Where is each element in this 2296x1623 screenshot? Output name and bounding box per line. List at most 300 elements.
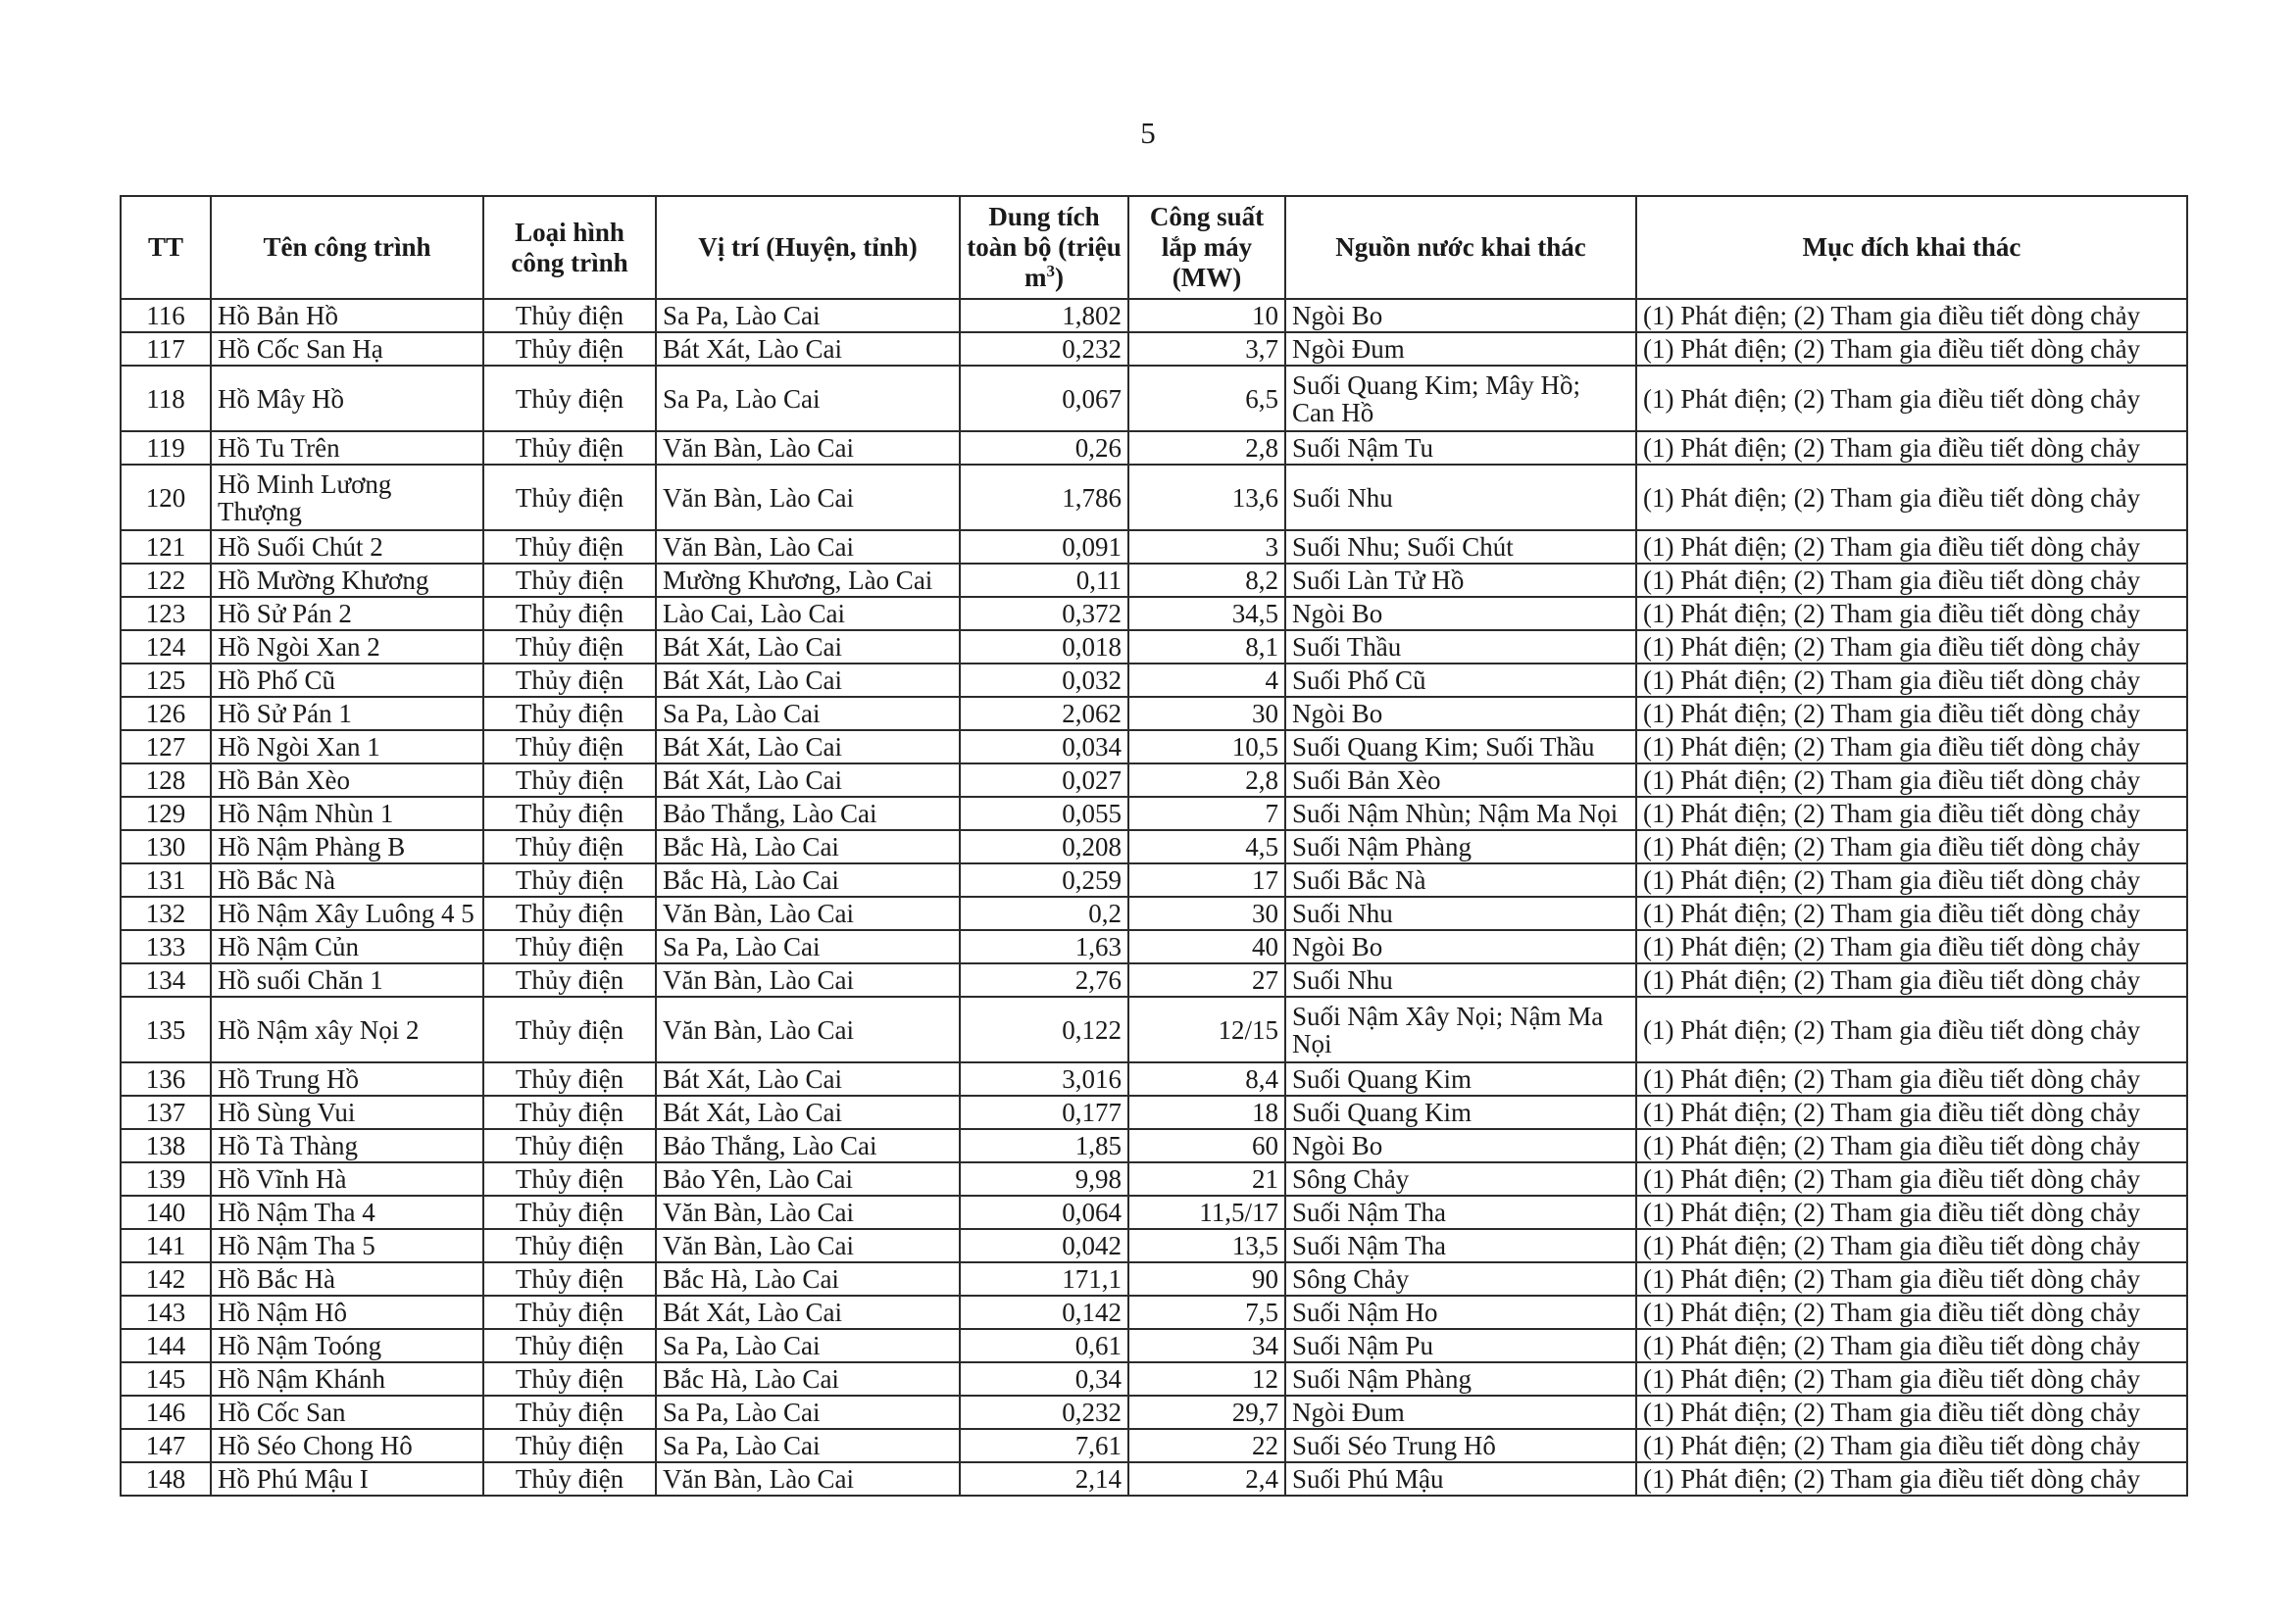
cell-type: Thủy điện [483,1296,656,1329]
cell-name: Hồ Trung Hồ [211,1062,483,1096]
cell-tt: 129 [121,797,211,830]
cell-tt: 134 [121,963,211,997]
cell-type: Thủy điện [483,763,656,797]
cell-capacity: 1,63 [960,930,1128,963]
cell-power: 17 [1128,863,1285,897]
table-row [121,1162,2187,1196]
cell-purpose: (1) Phát điện; (2) Tham gia điều tiết dòng chảy [1636,1129,2187,1162]
cell-purpose: (1) Phát điện; (2) Tham gia điều tiết dòng chảy [1636,863,2187,897]
cell-name: Hồ suối Chăn 1 [211,963,483,997]
cell-capacity: 0,34 [960,1362,1128,1396]
table-row [121,897,2187,930]
cell-purpose: (1) Phát điện; (2) Tham gia điều tiết dòng chảy [1636,1096,2187,1129]
cell-name: Hồ Nậm Tha 4 [211,1196,483,1229]
cell-power: 30 [1128,897,1285,930]
table-row [121,797,2187,830]
cell-type: Thủy điện [483,1429,656,1462]
cell-type: Thủy điện [483,1062,656,1096]
cell-power: 2,8 [1128,431,1285,465]
cell-name: Hồ Nậm Tha 5 [211,1229,483,1262]
cell-capacity: 2,062 [960,697,1128,730]
cell-location: Bát Xát, Lào Cai [656,1296,960,1329]
header-name: Tên công trình [211,196,483,299]
cell-capacity: 9,98 [960,1162,1128,1196]
cell-location: Sa Pa, Lào Cai [656,930,960,963]
cell-capacity: 0,372 [960,597,1128,630]
cell-location: Bắc Hà, Lào Cai [656,1262,960,1296]
cell-type: Thủy điện [483,299,656,332]
cell-tt: 125 [121,664,211,697]
table-row [121,1062,2187,1096]
cell-location: Lào Cai, Lào Cai [656,597,960,630]
cell-capacity: 0,042 [960,1229,1128,1262]
cell-location: Sa Pa, Lào Cai [656,1396,960,1429]
table-row [121,1296,2187,1329]
header-location: Vị trí (Huyện, tỉnh) [656,196,960,299]
cell-source: Ngòi Đum [1285,332,1636,366]
cell-power: 8,4 [1128,1062,1285,1096]
table-row [121,1329,2187,1362]
cell-tt: 122 [121,564,211,597]
cell-capacity: 0,61 [960,1329,1128,1362]
cell-tt: 132 [121,897,211,930]
cell-name: Hồ Tu Trên [211,431,483,465]
table-row [121,332,2187,366]
table-row [121,697,2187,730]
cell-source: Suối Bản Xèo [1285,763,1636,797]
cell-type: Thủy điện [483,963,656,997]
cell-location: Bảo Thắng, Lào Cai [656,1129,960,1162]
cell-purpose: (1) Phát điện; (2) Tham gia điều tiết dòng chảy [1636,797,2187,830]
cell-source: Suối Nậm Pu [1285,1329,1636,1362]
cell-tt: 133 [121,930,211,963]
cell-power: 7 [1128,797,1285,830]
table-body [121,299,2187,1496]
table-row [121,431,2187,465]
cell-type: Thủy điện [483,630,656,664]
cell-location: Sa Pa, Lào Cai [656,697,960,730]
cell-power: 8,2 [1128,564,1285,597]
cell-source: Ngòi Bo [1285,1129,1636,1162]
cell-name: Hồ Suối Chút 2 [211,530,483,564]
table-row [121,830,2187,863]
cell-power: 12 [1128,1362,1285,1396]
cell-power: 22 [1128,1429,1285,1462]
cell-power: 13,5 [1128,1229,1285,1262]
cell-location: Sa Pa, Lào Cai [656,299,960,332]
cell-source: Sông Chảy [1285,1162,1636,1196]
cell-capacity: 2,76 [960,963,1128,997]
cell-type: Thủy điện [483,530,656,564]
cell-capacity: 0,064 [960,1196,1128,1229]
cell-source: Suối Nậm Ho [1285,1296,1636,1329]
cell-tt: 128 [121,763,211,797]
cell-purpose: (1) Phát điện; (2) Tham gia điều tiết dòng chảy [1636,597,2187,630]
table-row [121,730,2187,763]
cell-source: Ngòi Bo [1285,299,1636,332]
cell-source: Ngòi Bo [1285,597,1636,630]
cell-purpose: (1) Phát điện; (2) Tham gia điều tiết dòng chảy [1636,299,2187,332]
cell-type: Thủy điện [483,1396,656,1429]
cell-purpose: (1) Phát điện; (2) Tham gia điều tiết dòng chảy [1636,1229,2187,1262]
cell-source: Ngòi Bo [1285,697,1636,730]
cell-power: 21 [1128,1162,1285,1196]
cell-capacity: 0,142 [960,1296,1128,1329]
cell-source: Suối Nhu [1285,897,1636,930]
cell-power: 4,5 [1128,830,1285,863]
cell-tt: 123 [121,597,211,630]
cell-location: Bảo Yên, Lào Cai [656,1162,960,1196]
cell-location: Bát Xát, Lào Cai [656,664,960,697]
cell-location: Văn Bàn, Lào Cai [656,431,960,465]
cell-source: Suối Nhu [1285,963,1636,997]
cell-power: 3,7 [1128,332,1285,366]
cell-power: 3 [1128,530,1285,564]
cell-capacity: 171,1 [960,1262,1128,1296]
cell-name: Hồ Séo Chong Hô [211,1429,483,1462]
cell-tt: 121 [121,530,211,564]
cell-purpose: (1) Phát điện; (2) Tham gia điều tiết dòng chảy [1636,1262,2187,1296]
cell-capacity: 1,802 [960,299,1128,332]
cell-capacity: 0,067 [960,366,1128,431]
cell-source: Suối Nậm Phàng [1285,1362,1636,1396]
cell-name: Hồ Bản Hồ [211,299,483,332]
cell-capacity: 0,2 [960,897,1128,930]
cell-capacity: 2,14 [960,1462,1128,1496]
cell-power: 6,5 [1128,366,1285,431]
header-power: Công suất lắp máy (MW) [1128,196,1285,299]
cell-purpose: (1) Phát điện; (2) Tham gia điều tiết dòng chảy [1636,1462,2187,1496]
cell-name: Hồ Minh Lương Thượng [211,465,483,530]
cell-power: 34,5 [1128,597,1285,630]
cell-name: Hồ Mường Khương [211,564,483,597]
table-row [121,465,2187,530]
cell-source: Suối Quang Kim; Suối Thầu [1285,730,1636,763]
cell-purpose: (1) Phát điện; (2) Tham gia điều tiết dòng chảy [1636,697,2187,730]
cell-location: Văn Bàn, Lào Cai [656,1196,960,1229]
cell-purpose: (1) Phát điện; (2) Tham gia điều tiết dòng chảy [1636,530,2187,564]
cell-tt: 136 [121,1062,211,1096]
cell-type: Thủy điện [483,1329,656,1362]
table-row [121,1129,2187,1162]
cell-purpose: (1) Phát điện; (2) Tham gia điều tiết dòng chảy [1636,830,2187,863]
cell-name: Hồ Ngòi Xan 1 [211,730,483,763]
cell-capacity: 1,85 [960,1129,1128,1162]
cell-location: Sa Pa, Lào Cai [656,1329,960,1362]
table-row [121,664,2187,697]
cell-capacity: 0,11 [960,564,1128,597]
cell-tt: 135 [121,997,211,1062]
cell-type: Thủy điện [483,830,656,863]
cell-name: Hồ Sử Pán 1 [211,697,483,730]
cell-location: Bát Xát, Lào Cai [656,1062,960,1096]
cell-name: Hồ Nậm Xây Luông 4 5 [211,897,483,930]
cell-tt: 118 [121,366,211,431]
cell-power: 90 [1128,1262,1285,1296]
cell-tt: 148 [121,1462,211,1496]
cell-purpose: (1) Phát điện; (2) Tham gia điều tiết dòng chảy [1636,1396,2187,1429]
cell-type: Thủy điện [483,366,656,431]
cell-power: 4 [1128,664,1285,697]
cell-tt: 139 [121,1162,211,1196]
cell-capacity: 0,232 [960,1396,1128,1429]
cell-tt: 144 [121,1329,211,1362]
cell-source: Ngòi Bo [1285,930,1636,963]
cell-location: Bát Xát, Lào Cai [656,763,960,797]
cell-name: Hồ Nậm xây Nọi 2 [211,997,483,1062]
cell-capacity: 3,016 [960,1062,1128,1096]
table-row [121,1462,2187,1496]
table-row [121,299,2187,332]
cell-type: Thủy điện [483,664,656,697]
cell-purpose: (1) Phát điện; (2) Tham gia điều tiết dòng chảy [1636,930,2187,963]
header-capacity: Dung tích toàn bộ (triệu $m^3$) [960,196,1128,299]
cell-purpose: (1) Phát điện; (2) Tham gia điều tiết dòng chảy [1636,1162,2187,1196]
cell-power: 30 [1128,697,1285,730]
cell-type: Thủy điện [483,1229,656,1262]
cell-name: Hồ Bản Xèo [211,763,483,797]
table-row [121,1362,2187,1396]
cell-tt: 126 [121,697,211,730]
cell-source: Suối Séo Trung Hô [1285,1429,1636,1462]
cell-capacity: 7,61 [960,1429,1128,1462]
cell-purpose: (1) Phát điện; (2) Tham gia điều tiết dòng chảy [1636,366,2187,431]
cell-capacity: 0,177 [960,1096,1128,1129]
cell-type: Thủy điện [483,332,656,366]
table-row [121,630,2187,664]
header-purpose: Mục đích khai thác [1636,196,2187,299]
cell-tt: 140 [121,1196,211,1229]
cell-source: Suối Quang Kim [1285,1062,1636,1096]
cell-name: Hồ Mây Hồ [211,366,483,431]
table-row [121,1229,2187,1262]
table-row [121,997,2187,1062]
cell-purpose: (1) Phát điện; (2) Tham gia điều tiết dòng chảy [1636,997,2187,1062]
cell-type: Thủy điện [483,730,656,763]
cell-purpose: (1) Phát điện; (2) Tham gia điều tiết dòng chảy [1636,963,2187,997]
table-row [121,763,2187,797]
cell-source: Ngòi Đum [1285,1396,1636,1429]
cell-location: Bát Xát, Lào Cai [656,1096,960,1129]
cell-source: Suối Phố Cũ [1285,664,1636,697]
cell-type: Thủy điện [483,930,656,963]
cell-power: 10 [1128,299,1285,332]
cell-capacity: 0,122 [960,997,1128,1062]
cell-name: Hồ Bắc Hà [211,1262,483,1296]
cell-location: Sa Pa, Lào Cai [656,1429,960,1462]
cell-type: Thủy điện [483,1162,656,1196]
cell-purpose: (1) Phát điện; (2) Tham gia điều tiết dòng chảy [1636,1062,2187,1096]
cell-source: Suối Phú Mậu [1285,1462,1636,1496]
cell-purpose: (1) Phát điện; (2) Tham gia điều tiết dòng chảy [1636,1329,2187,1362]
cell-source: Suối Nậm Nhùn; Nậm Ma Nọi [1285,797,1636,830]
cell-location: Văn Bàn, Lào Cai [656,963,960,997]
cell-purpose: (1) Phát điện; (2) Tham gia điều tiết dòng chảy [1636,1362,2187,1396]
cell-name: Hồ Nậm Hô [211,1296,483,1329]
cell-purpose: (1) Phát điện; (2) Tham gia điều tiết dòng chảy [1636,763,2187,797]
table-row [121,1096,2187,1129]
cell-name: Hồ Nậm Củn [211,930,483,963]
cell-tt: 120 [121,465,211,530]
cell-location: Bắc Hà, Lào Cai [656,1362,960,1396]
cell-power: 2,8 [1128,763,1285,797]
cell-power: 8,1 [1128,630,1285,664]
cell-name: Hồ Bắc Nà [211,863,483,897]
cell-location: Bắc Hà, Lào Cai [656,863,960,897]
table-row [121,1262,2187,1296]
cell-type: Thủy điện [483,697,656,730]
cell-location: Văn Bàn, Lào Cai [656,1229,960,1262]
table-row [121,1196,2187,1229]
header-source: Nguồn nước khai thác [1285,196,1636,299]
cell-power: 40 [1128,930,1285,963]
cell-power: 29,7 [1128,1396,1285,1429]
cell-type: Thủy điện [483,1362,656,1396]
cell-location: Bảo Thắng, Lào Cai [656,797,960,830]
cell-tt: 145 [121,1362,211,1396]
cell-tt: 141 [121,1229,211,1262]
cell-purpose: (1) Phát điện; (2) Tham gia điều tiết dòng chảy [1636,564,2187,597]
cell-name: Hồ Cốc San Hạ [211,332,483,366]
cell-purpose: (1) Phát điện; (2) Tham gia điều tiết dòng chảy [1636,465,2187,530]
cell-tt: 127 [121,730,211,763]
reservoir-table [120,195,2188,1497]
cell-purpose: (1) Phát điện; (2) Tham gia điều tiết dòng chảy [1636,730,2187,763]
cell-location: Mường Khương, Lào Cai [656,564,960,597]
table-row [121,963,2187,997]
cell-type: Thủy điện [483,465,656,530]
cell-tt: 131 [121,863,211,897]
cell-name: Hồ Phố Cũ [211,664,483,697]
cell-purpose: (1) Phát điện; (2) Tham gia điều tiết dòng chảy [1636,897,2187,930]
cell-tt: 138 [121,1129,211,1162]
cell-name: Hồ Tà Thàng [211,1129,483,1162]
cell-type: Thủy điện [483,431,656,465]
cell-tt: 143 [121,1296,211,1329]
cell-power: 34 [1128,1329,1285,1362]
cell-location: Văn Bàn, Lào Cai [656,530,960,564]
cell-tt: 119 [121,431,211,465]
cell-name: Hồ Nậm Nhùn 1 [211,797,483,830]
cell-source: Suối Nhu; Suối Chút [1285,530,1636,564]
table-row [121,863,2187,897]
cell-source: Suối Thầu [1285,630,1636,664]
cell-source: Suối Nậm Tu [1285,431,1636,465]
cell-source: Suối Nậm Tha [1285,1229,1636,1262]
cell-capacity: 0,032 [960,664,1128,697]
cell-capacity: 0,232 [960,332,1128,366]
cell-source: Suối Bắc Nà [1285,863,1636,897]
cell-tt: 146 [121,1396,211,1429]
cell-capacity: 0,027 [960,763,1128,797]
table-row [121,1429,2187,1462]
cell-source: Suối Nậm Xây Nọi; Nậm Ma Nọi [1285,997,1636,1062]
cell-type: Thủy điện [483,863,656,897]
cell-location: Bát Xát, Lào Cai [656,730,960,763]
cell-type: Thủy điện [483,897,656,930]
cell-location: Văn Bàn, Lào Cai [656,997,960,1062]
cell-tt: 130 [121,830,211,863]
table-row [121,366,2187,431]
table-row [121,530,2187,564]
cell-source: Suối Nhu [1285,465,1636,530]
page-number: 5 [1140,116,1156,150]
cell-tt: 117 [121,332,211,366]
cell-purpose: (1) Phát điện; (2) Tham gia điều tiết dòng chảy [1636,431,2187,465]
cell-type: Thủy điện [483,1262,656,1296]
cell-power: 7,5 [1128,1296,1285,1329]
cell-source: Suối Quang Kim; Mây Hồ; Can Hồ [1285,366,1636,431]
cell-name: Hồ Nậm Toóng [211,1329,483,1362]
cell-source: Suối Nậm Tha [1285,1196,1636,1229]
cell-tt: 142 [121,1262,211,1296]
cell-type: Thủy điện [483,1462,656,1496]
cell-source: Suối Quang Kim [1285,1096,1636,1129]
cell-type: Thủy điện [483,1196,656,1229]
header-tt: TT [121,196,211,299]
cell-tt: 147 [121,1429,211,1462]
cell-power: 60 [1128,1129,1285,1162]
cell-power: 27 [1128,963,1285,997]
cell-name: Hồ Ngòi Xan 2 [211,630,483,664]
cell-capacity: 0,208 [960,830,1128,863]
cell-location: Sa Pa, Lào Cai [656,366,960,431]
cell-name: Hồ Nậm Khánh [211,1362,483,1396]
cell-location: Văn Bàn, Lào Cai [656,1462,960,1496]
cell-capacity: 0,034 [960,730,1128,763]
cell-purpose: (1) Phát điện; (2) Tham gia điều tiết dòng chảy [1636,664,2187,697]
cell-type: Thủy điện [483,1129,656,1162]
cell-capacity: 1,786 [960,465,1128,530]
cell-capacity: 0,091 [960,530,1128,564]
cell-purpose: (1) Phát điện; (2) Tham gia điều tiết dòng chảy [1636,1429,2187,1462]
cell-source: Suối Nậm Phàng [1285,830,1636,863]
cell-tt: 124 [121,630,211,664]
table-row [121,1396,2187,1429]
cell-name: Hồ Phú Mậu I [211,1462,483,1496]
cell-capacity: 0,055 [960,797,1128,830]
cell-name: Hồ Nậm Phàng B [211,830,483,863]
cell-type: Thủy điện [483,997,656,1062]
cell-capacity: 0,26 [960,431,1128,465]
cell-location: Bát Xát, Lào Cai [656,332,960,366]
cell-type: Thủy điện [483,564,656,597]
cell-tt: 116 [121,299,211,332]
cell-type: Thủy điện [483,597,656,630]
cell-tt: 137 [121,1096,211,1129]
cell-purpose: (1) Phát điện; (2) Tham gia điều tiết dòng chảy [1636,1296,2187,1329]
table-header [121,196,2187,299]
cell-name: Hồ Cốc San [211,1396,483,1429]
cell-name: Hồ Sùng Vui [211,1096,483,1129]
cell-location: Văn Bàn, Lào Cai [656,465,960,530]
cell-purpose: (1) Phát điện; (2) Tham gia điều tiết dòng chảy [1636,1196,2187,1229]
cell-power: 10,5 [1128,730,1285,763]
cell-power: 18 [1128,1096,1285,1129]
cell-power: 2,4 [1128,1462,1285,1496]
header-type: Loại hình công trình [483,196,656,299]
cell-purpose: (1) Phát điện; (2) Tham gia điều tiết dòng chảy [1636,630,2187,664]
table-row [121,564,2187,597]
cell-source: Suối Làn Tử Hồ [1285,564,1636,597]
cell-purpose: (1) Phát điện; (2) Tham gia điều tiết dòng chảy [1636,332,2187,366]
cell-name: Hồ Vĩnh Hà [211,1162,483,1196]
cell-power: 12/15 [1128,997,1285,1062]
table-row [121,930,2187,963]
cell-location: Bát Xát, Lào Cai [656,630,960,664]
cell-source: Sông Chảy [1285,1262,1636,1296]
cell-power: 11,5/17 [1128,1196,1285,1229]
